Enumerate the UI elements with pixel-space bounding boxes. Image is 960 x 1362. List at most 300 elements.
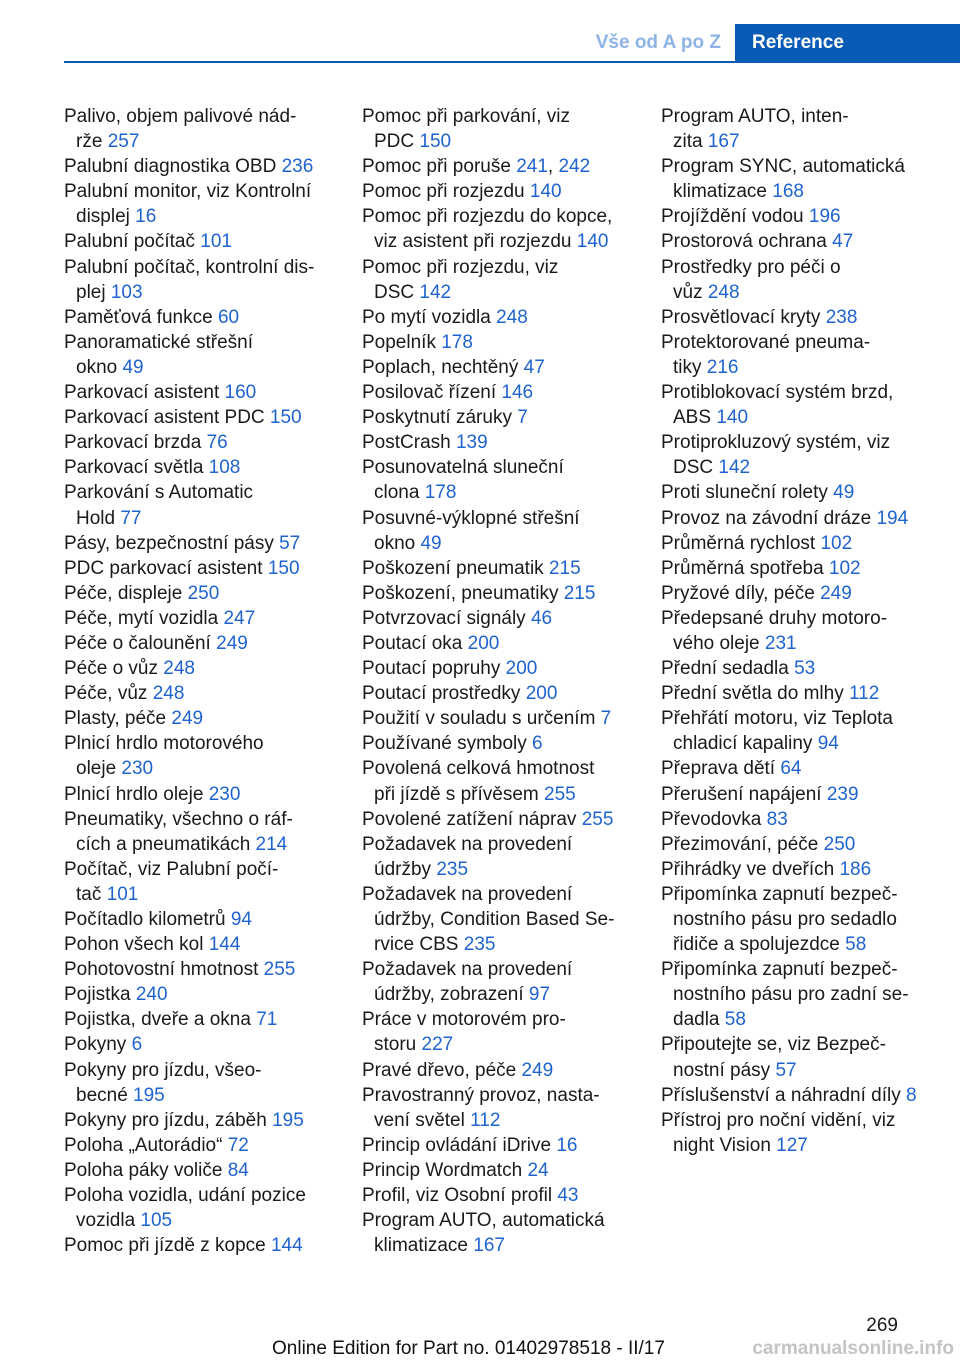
page-link[interactable]: 8 [906, 1084, 917, 1106]
index-entry [64, 430, 354, 455]
index-entry [362, 179, 652, 204]
index-entry [661, 606, 960, 656]
page-link[interactable]: 249 [171, 708, 204, 730]
entry-text: Péče, vůz [64, 683, 153, 705]
page-link[interactable]: 72 [227, 1134, 249, 1156]
entry-text: Pomoc při rozjezdu [362, 181, 530, 203]
page-link[interactable]: 139 [455, 432, 488, 454]
index-entry [64, 104, 354, 154]
index-entry [661, 857, 960, 882]
entry-text: Počítadlo kilometrů [64, 909, 231, 930]
entry-text: DSC [374, 281, 420, 303]
entry-text: chladicí kapaliny [673, 733, 818, 755]
entry-text: Připoutejte se, viz Bezpeč- [661, 1034, 886, 1056]
page-link[interactable]: 60 [217, 306, 240, 328]
page-link[interactable]: 58 [724, 1009, 746, 1031]
index-entry [64, 229, 354, 254]
entry-text: Pohon všech kol [64, 934, 209, 956]
entry-text: Pomoc při rozjezdu do kopce, [362, 206, 613, 228]
page-link[interactable]: 239 [826, 783, 859, 805]
index-entry [362, 631, 652, 656]
index-entry [661, 1108, 960, 1158]
index-entry [661, 480, 960, 505]
index-entry [661, 656, 960, 681]
index-entry [64, 255, 354, 305]
entry-text: displej [76, 206, 136, 228]
page-link[interactable]: 186 [839, 858, 872, 880]
index-entry [362, 1208, 652, 1258]
entry-text: Péče o vůz [64, 658, 164, 680]
entry-text: PDC [374, 131, 420, 153]
entry-text: klimatizace [673, 181, 773, 203]
page-link[interactable]: 7 [517, 407, 528, 429]
page-link[interactable]: 195 [133, 1084, 165, 1106]
entry-text: Pohotovostní hmotnost [64, 959, 264, 981]
index-entry [64, 606, 354, 631]
entry-text: zita [673, 131, 708, 153]
entry-text: údržby, zobrazení [374, 984, 529, 1006]
index-entry [64, 731, 354, 781]
page-link[interactable]: 142 [419, 281, 452, 303]
index-entry [661, 305, 960, 330]
page-link[interactable]: 142 [718, 457, 751, 479]
entry-text: Pomoc při rozjezdu, viz [362, 256, 559, 278]
entry-text: Pomoc při poruše [362, 156, 517, 178]
entry-text: Přední světla do mlhy [661, 683, 849, 705]
page-link[interactable]: 238 [825, 306, 858, 328]
entry-text: Přihrádky ve dveřích [661, 858, 840, 880]
page-link[interactable]: 6 [131, 1034, 143, 1056]
index-entry [661, 506, 960, 531]
index-entry [362, 330, 652, 355]
page-link[interactable]: 178 [441, 331, 473, 353]
page-link[interactable]: 160 [224, 382, 257, 404]
index-entry [64, 305, 354, 330]
page-link[interactable]: 16 [135, 206, 157, 228]
page-link[interactable]: 57 [279, 532, 301, 554]
index-entry [64, 932, 354, 957]
page-link[interactable]: 215 [563, 582, 596, 604]
index-entry [362, 807, 652, 832]
page-link[interactable]: 249 [216, 632, 248, 654]
entry-text: rže [76, 131, 108, 153]
index-entry [362, 380, 652, 405]
entry-text: Princip ovládání iDrive [362, 1134, 557, 1156]
entry-text: Posunovatelná sluneční [362, 457, 564, 479]
page-link[interactable]: 47 [523, 356, 545, 378]
page-link[interactable]: 236 [281, 156, 314, 178]
page-link[interactable]: 255 [581, 808, 614, 830]
entry-text: Pojistka, dveře a okna [64, 1009, 257, 1031]
index-entry [362, 430, 652, 455]
index-entry [64, 1032, 354, 1057]
index-entry [362, 606, 652, 631]
entry-text: Profil, viz Osobní profil [362, 1185, 558, 1207]
entry-text: Poskytnutí záruky [362, 407, 518, 429]
page-link[interactable]: 227 [421, 1034, 454, 1056]
entry-text: Projíždění vodou [661, 206, 809, 228]
page-link[interactable]: 49 [420, 532, 442, 554]
index-entry [362, 581, 652, 606]
page-link[interactable]: 102 [820, 532, 853, 554]
entry-text: Pravostranný provoz, nasta- [362, 1084, 600, 1106]
page-link[interactable]: 196 [808, 206, 841, 228]
entry-text: řidiče a spolujezdce [673, 934, 846, 956]
page-link[interactable]: 178 [424, 482, 457, 504]
index-entry [661, 681, 960, 706]
entry-text: Připomínka zapnutí bezpeč- [661, 883, 898, 905]
index-entry [64, 531, 354, 556]
entry-text: Příslušenství a náhradní díly [661, 1084, 907, 1106]
entry-text: Péče o čalounění [64, 632, 217, 654]
entry-text: Pomoc při jízdě z kopce [64, 1235, 271, 1257]
page-link[interactable]: 194 [876, 507, 909, 529]
entry-text: Použití v souladu s určením [362, 708, 601, 730]
page-link[interactable]: 94 [817, 733, 839, 755]
index-entry [661, 882, 960, 957]
index-entry [362, 1158, 652, 1183]
entry-text: Parkovací asistent [64, 382, 225, 404]
entry-text: vení světel [374, 1109, 471, 1131]
entry-text: Péče, mytí vozidla [64, 607, 224, 629]
entry-text: vůz [673, 281, 708, 303]
page-link[interactable]: 257 [107, 131, 140, 153]
page-link[interactable]: 168 [772, 181, 804, 203]
entry-text: Palubní monitor, viz Kontrolní [64, 181, 312, 203]
entry-text: rvice CBS [374, 934, 464, 956]
page-link[interactable]: 76 [206, 432, 228, 454]
index-entry [64, 581, 354, 606]
page-link[interactable]: 6 [532, 733, 543, 755]
entry-text: Program SYNC, automatická [661, 156, 905, 178]
page-link[interactable]: 255 [263, 959, 296, 981]
index-entry [362, 957, 652, 1007]
page-link[interactable]: 214 [255, 833, 288, 855]
index-entry [661, 255, 960, 305]
entry-text: Poloha páky voliče [64, 1159, 228, 1181]
index-entry [362, 756, 652, 806]
entry-text: tač [76, 883, 107, 905]
entry-text: Protektorované pneuma- [661, 331, 871, 353]
page-link[interactable]: 49 [122, 356, 144, 378]
edition-text: Online Edition for Part no. 01402978518 - II/17 [272, 1338, 665, 1359]
index-entry [362, 455, 652, 505]
entry-text: Po mytí vozidla [362, 306, 497, 328]
page-link[interactable]: 58 [845, 934, 867, 956]
page-link[interactable]: 248 [152, 683, 185, 705]
entry-text: klimatizace [374, 1235, 474, 1257]
page-link[interactable]: 230 [208, 783, 241, 805]
entry-text: Parkovací asistent PDC [64, 407, 270, 429]
page-link[interactable]: 101 [106, 883, 139, 905]
entry-text: Pomoc při parkování, viz [362, 106, 571, 127]
page-link[interactable]: 248 [163, 658, 195, 680]
index-entry [661, 782, 960, 807]
index-column-1 [64, 104, 354, 1258]
entry-text: Palubní počítač [64, 231, 201, 253]
entry-text: Práce v motorovém pro- [362, 1009, 566, 1031]
entry-text: Pojistka [64, 984, 136, 1006]
index-entry [362, 556, 652, 581]
entry-text: tiky [673, 356, 707, 378]
page-link[interactable]: 84 [227, 1159, 249, 1181]
index-entry [64, 706, 354, 731]
entry-text: Posuvné-výklopné střešní [362, 507, 580, 529]
entry-text: Plasty, péče [64, 708, 172, 730]
index-entry [362, 882, 652, 957]
entry-text: Přední sedadla [661, 658, 795, 680]
index-entry [362, 1083, 652, 1133]
current-section-tab[interactable]: Reference [735, 24, 960, 61]
index-entry [362, 1133, 652, 1158]
entry-text: Princip Wordmatch [362, 1159, 528, 1181]
entry-text: Předepsané druhy motoro- [661, 607, 888, 629]
entry-text: Počítač, viz Palubní počí- [64, 858, 279, 880]
entry-text: Požadavek na provedení [362, 883, 573, 905]
page-link[interactable]: 242 [558, 156, 591, 178]
entry-text: Péče, displeje [64, 582, 188, 604]
index-entry [362, 355, 652, 380]
index-entry [64, 380, 354, 405]
page-link[interactable]: 247 [223, 607, 256, 629]
page-link[interactable]: 140 [716, 407, 749, 429]
page-link[interactable]: 150 [419, 131, 452, 153]
page-link[interactable]: 215 [548, 557, 581, 579]
entry-text: Posilovač řízení [362, 382, 502, 404]
index-entry [64, 556, 354, 581]
page-link[interactable]: 200 [525, 683, 558, 705]
page-link[interactable]: 150 [267, 557, 300, 579]
entry-text: Pokyny [64, 1034, 132, 1056]
page-link[interactable]: 167 [707, 131, 740, 153]
entry-text: vého oleje [673, 632, 765, 654]
page-link[interactable]: 249 [521, 1059, 554, 1081]
index-entry [362, 204, 652, 254]
index-entry [661, 706, 960, 756]
page-link[interactable]: 108 [208, 457, 241, 479]
index-entry [64, 631, 354, 656]
entry-text: Poutací oka [362, 632, 468, 654]
entry-text: Program AUTO, automatická [362, 1210, 605, 1232]
index-entry [64, 907, 354, 932]
index-entry [362, 832, 652, 882]
index-entry [64, 1007, 354, 1032]
entry-text: Poplach, nechtěný [362, 356, 524, 378]
page-link[interactable]: 53 [794, 658, 816, 680]
index-entry [661, 1032, 960, 1082]
entry-text: Plnicí hrdlo oleje [64, 783, 209, 805]
page-link[interactable]: 112 [470, 1109, 501, 1131]
index-entry [64, 857, 354, 907]
page-link[interactable]: 140 [576, 231, 609, 253]
page-link[interactable]: 103 [110, 281, 143, 303]
index-entry [661, 556, 960, 581]
page-link[interactable]: 71 [256, 1009, 278, 1031]
page-link[interactable]: 49 [833, 482, 855, 504]
page-link[interactable]: 216 [706, 356, 739, 378]
page-link[interactable]: 240 [135, 984, 168, 1006]
entry-text: Palubní diagnostika OBD [64, 156, 282, 178]
page-link[interactable]: 255 [544, 783, 576, 805]
index-entry [64, 179, 354, 229]
index-entry [362, 681, 652, 706]
entry-text: Pásy, bezpečnostní pásy [64, 532, 280, 554]
index-entry [661, 957, 960, 1032]
page-link[interactable]: 248 [707, 281, 740, 303]
entry-text: Povolené zatížení náprav [362, 808, 582, 830]
page-link[interactable]: 235 [436, 858, 469, 880]
page-link[interactable]: 231 [764, 632, 797, 654]
entry-text: Plnicí hrdlo motorového [64, 733, 264, 755]
index-entry [64, 480, 354, 530]
index-entry [64, 782, 354, 807]
index-column-2 [362, 104, 652, 1258]
entry-text: Průměrná spotřeba [661, 557, 829, 579]
entry-text: Přehřátí motoru, viz Teplota [661, 708, 893, 730]
index-entry [64, 154, 354, 179]
index-entry [661, 104, 960, 154]
entry-text: ABS [673, 407, 717, 429]
footer [0, 1338, 960, 1362]
page-link[interactable]: 127 [776, 1134, 808, 1156]
page-link[interactable]: 144 [208, 934, 241, 956]
page-link[interactable]: 146 [501, 382, 534, 404]
entry-text: Parkovací světla [64, 457, 209, 479]
page-link[interactable]: 195 [272, 1109, 304, 1131]
index-entry [362, 731, 652, 756]
entry-text: Poloha vozidla, udání pozice [64, 1185, 306, 1207]
entry-text: okno [374, 532, 421, 554]
page-link[interactable]: 235 [463, 934, 496, 956]
page-link[interactable]: 250 [187, 582, 220, 604]
entry-text: Popelník [362, 331, 442, 353]
entry-text: becné [76, 1084, 134, 1106]
entry-text: Požadavek na provedení [362, 959, 573, 981]
page-link[interactable]: 101 [200, 231, 232, 253]
index-entry [661, 229, 960, 254]
index-entry [661, 204, 960, 229]
page-link[interactable]: 105 [140, 1210, 173, 1232]
watermark-text: carmanualsonline.info [752, 1338, 954, 1359]
page-link[interactable]: 248 [496, 306, 528, 328]
entry-text: Program AUTO, inten- [661, 106, 849, 127]
index-entry [64, 1133, 354, 1158]
page-link[interactable]: 77 [120, 507, 142, 529]
entry-text: plej [76, 281, 111, 303]
index-entry: Pomoc při poruše 241, 242 [362, 156, 591, 178]
index-entry [362, 255, 652, 305]
page-link[interactable]: 249 [820, 582, 852, 604]
page-link[interactable]: 7 [600, 708, 612, 730]
index-entry [64, 405, 354, 430]
index-entry [661, 581, 960, 606]
index-entry [64, 330, 354, 380]
entry-text: Přeprava dětí [661, 758, 781, 780]
index-entry [64, 1183, 354, 1233]
entry-text: oleje [76, 758, 122, 780]
entry-text: Paměťová funkce [64, 306, 218, 328]
entry-text: Pravé dřevo, péče [362, 1059, 522, 1081]
entry-text: údržby, Condition Based Se- [374, 909, 615, 930]
index-entry [661, 832, 960, 857]
entry-text: při jízdě s přívěsem [374, 783, 544, 805]
index-entry [661, 756, 960, 781]
page-link[interactable]: 241 [516, 156, 548, 178]
page-link[interactable]: 200 [505, 658, 538, 680]
page-link[interactable]: 94 [230, 909, 252, 930]
index-entry [661, 807, 960, 832]
entry-text: Přístroj pro noční vidění, viz [661, 1109, 896, 1131]
entry-text: Palivo, objem palivové nád- [64, 106, 297, 127]
page-link[interactable]: 24 [527, 1159, 549, 1181]
index-entry [64, 807, 354, 857]
index-entry [64, 1233, 354, 1258]
index-column-3 [661, 104, 960, 1158]
entry-text: Palubní počítač, kontrolní dis- [64, 256, 315, 278]
page-link[interactable]: 112 [848, 683, 880, 705]
page-link[interactable]: 57 [775, 1059, 797, 1081]
entry-text: storu [374, 1034, 422, 1056]
index-entry [64, 1158, 354, 1183]
index-entry [661, 1083, 960, 1108]
index-entry [64, 1108, 354, 1133]
entry-text: Průměrná rychlost [661, 532, 821, 554]
index-entry [64, 455, 354, 480]
section-tab[interactable]: Vše od A po Z [595, 32, 721, 53]
page-link[interactable]: 150 [269, 407, 302, 429]
index-entry [64, 957, 354, 982]
index-entry [661, 154, 960, 204]
page-link[interactable]: 64 [780, 758, 802, 780]
page-link[interactable]: 43 [557, 1185, 579, 1207]
page-link[interactable]: 200 [467, 632, 500, 654]
page-link[interactable]: 230 [121, 758, 154, 780]
page-link[interactable]: 97 [528, 984, 551, 1006]
entry-text: údržby [374, 858, 437, 880]
entry-text: Panoramatické střešní [64, 331, 254, 353]
index-entry [362, 1007, 652, 1057]
entry-text: Přezimování, péče [661, 833, 824, 855]
entry-text: nostní pásy [673, 1059, 776, 1081]
page-number: 269 [866, 1315, 898, 1336]
entry-text: PDC parkovací asistent [64, 557, 268, 579]
index-entry [64, 681, 354, 706]
index-entry [362, 1183, 652, 1208]
index-entry [64, 656, 354, 681]
page-link[interactable]: 47 [832, 231, 854, 253]
page-link[interactable]: 167 [473, 1235, 505, 1257]
page-link[interactable]: 83 [766, 808, 788, 830]
page-link[interactable]: 250 [823, 833, 856, 855]
entry-text: Prostorová ochrana [661, 231, 833, 253]
entry-text: Povolená celková hmotnost [362, 758, 595, 780]
entry-text: Pryžové díly, péče [661, 582, 821, 604]
index-entry [362, 656, 652, 681]
index-entry [362, 405, 652, 430]
page-link[interactable]: 102 [828, 557, 861, 579]
page-link[interactable]: 46 [530, 607, 553, 629]
index-entry [362, 104, 652, 154]
entry-text: nostního pásu pro sedadlo [673, 909, 897, 930]
entry-text: Poškození pneumatik [362, 557, 549, 579]
page-link[interactable]: 144 [270, 1235, 303, 1257]
page-link[interactable]: 140 [529, 181, 562, 203]
header-rule [64, 61, 960, 63]
page-link[interactable]: 16 [556, 1134, 578, 1156]
index-entry [661, 531, 960, 556]
entry-text: Prosvětlovací kryty [661, 306, 826, 328]
entry-text: Protiblokovací systém brzd, [661, 382, 894, 404]
